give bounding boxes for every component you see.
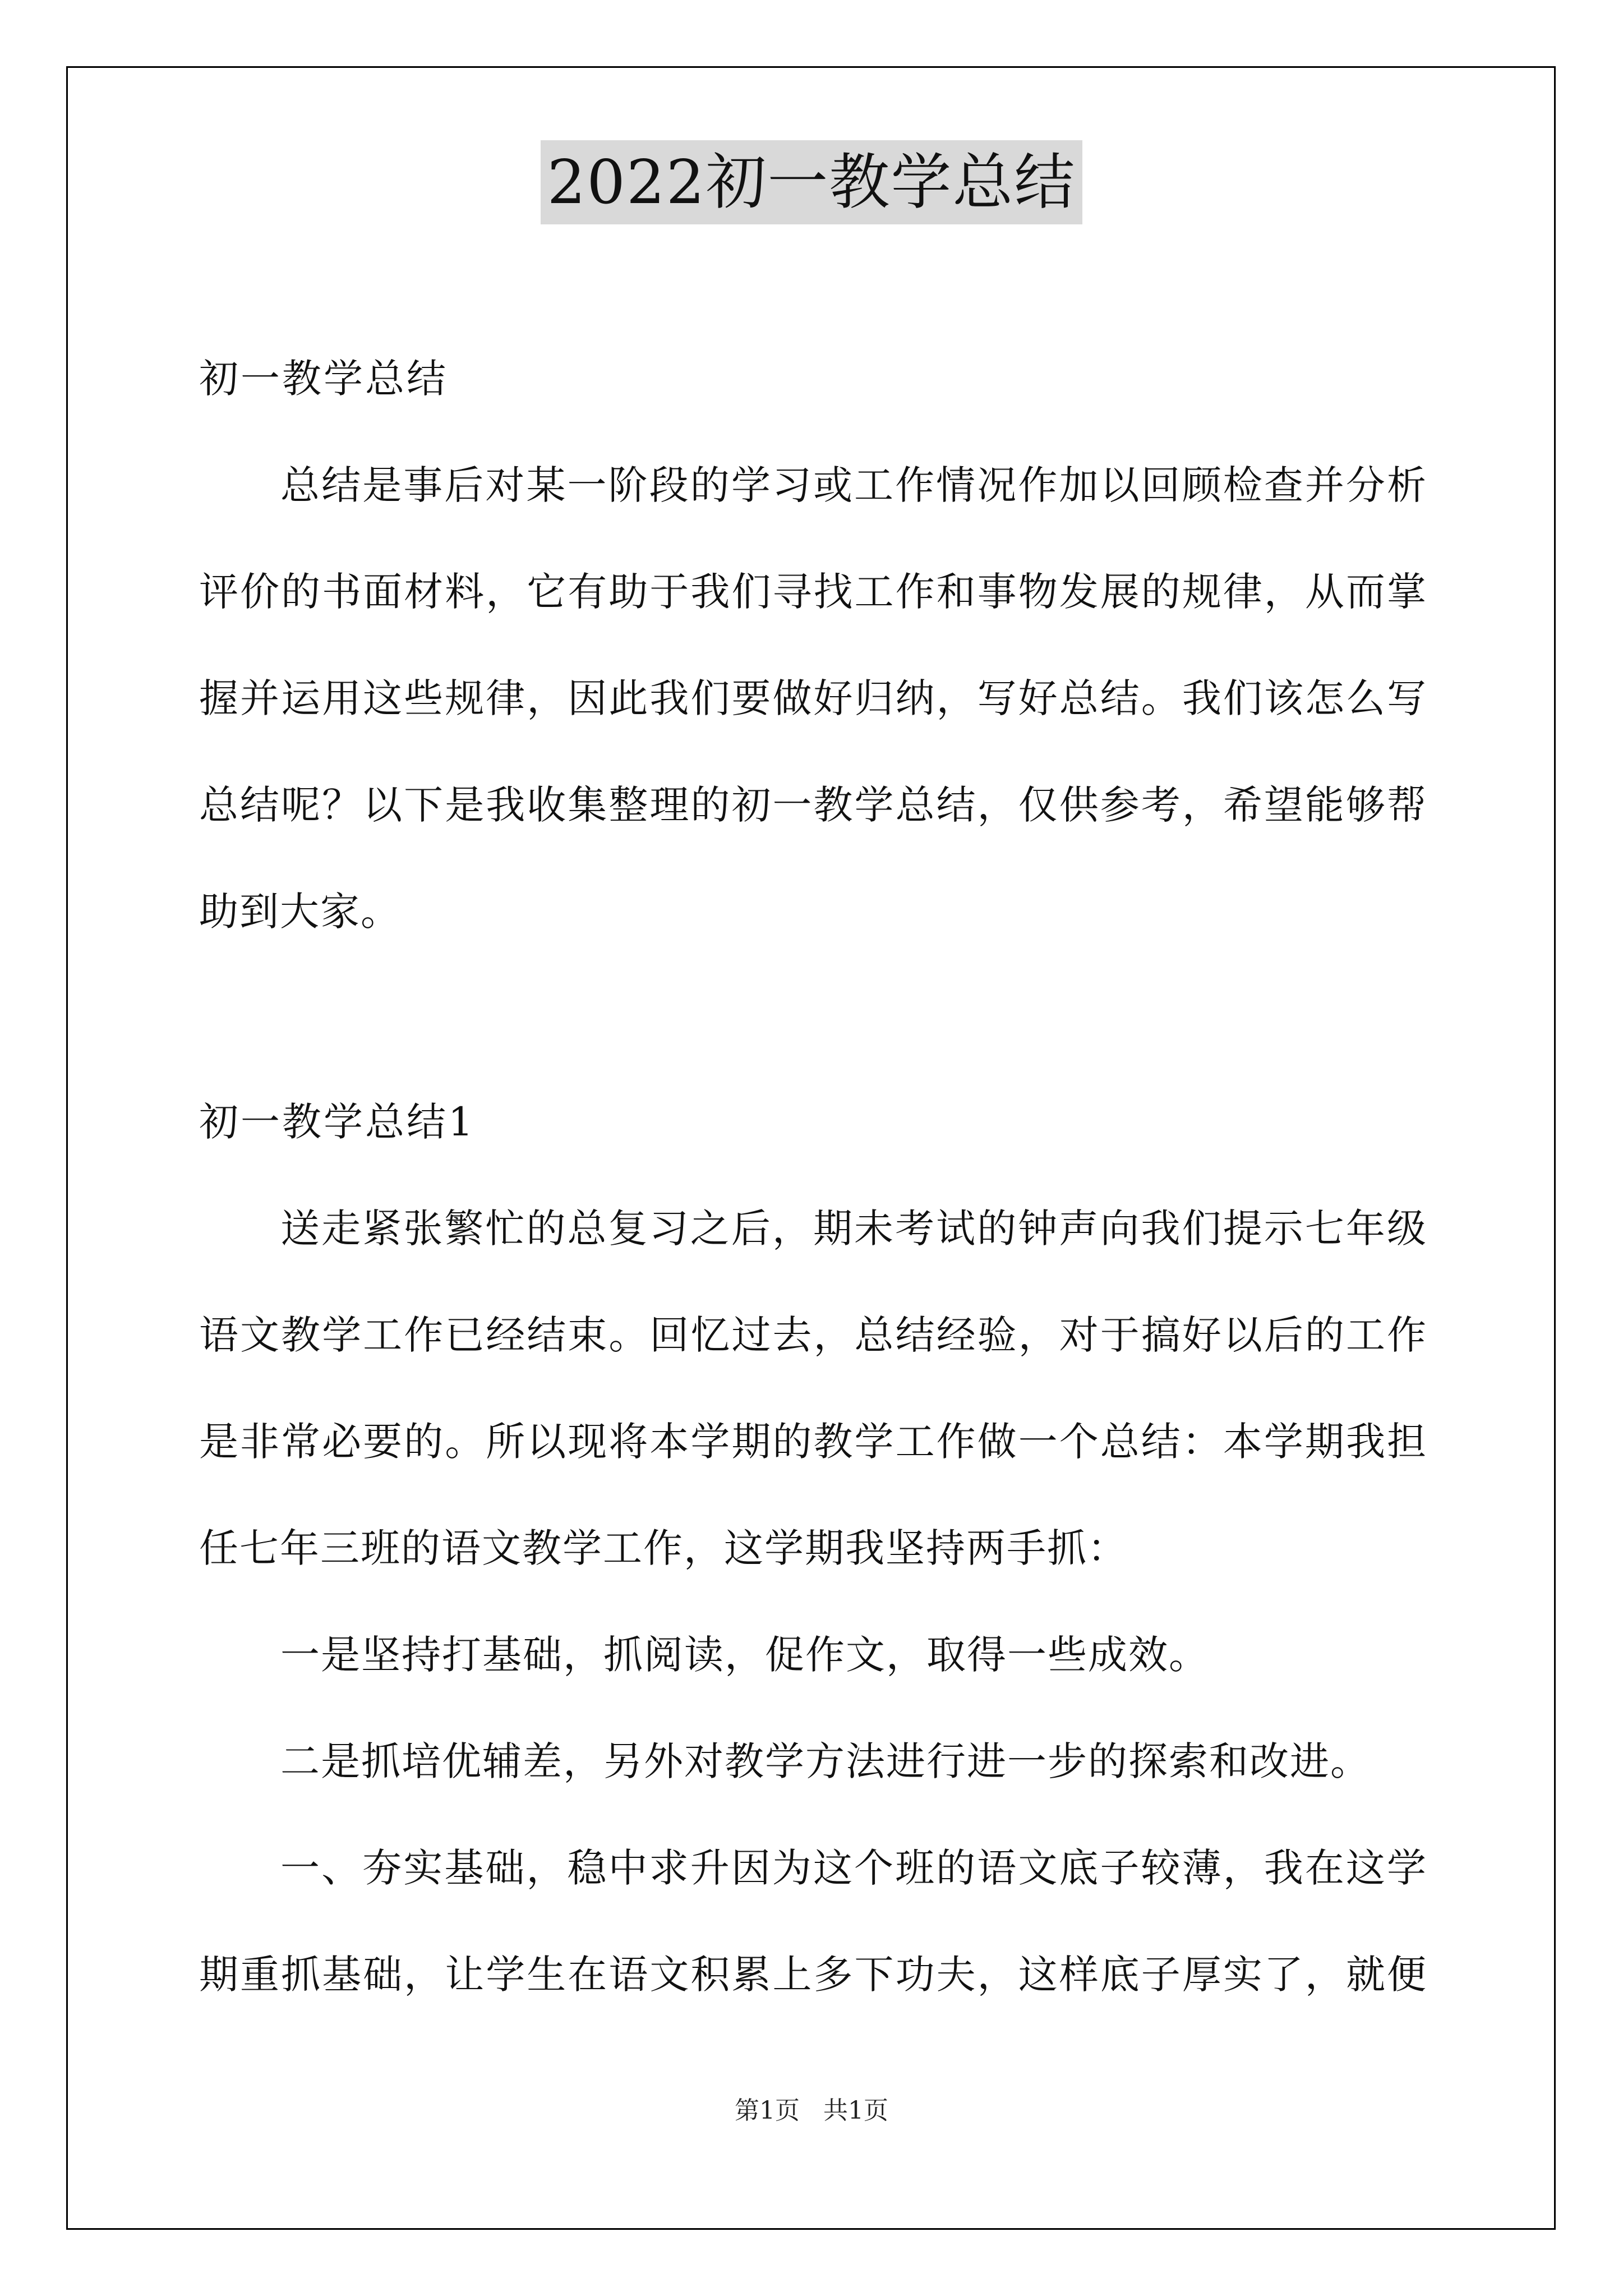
document-title: 2022初一教学总结 — [541, 140, 1083, 224]
paragraph-line: 送走紧张繁忙的总复习之后，期未考试的钟声向我们提示七年级 — [280, 1205, 1427, 1251]
paragraph-line: 总结是事后对某一阶段的学习或工作情况作加以回顾检查并分析 — [280, 462, 1427, 508]
main-heading: 初一教学总结 — [199, 356, 448, 402]
paragraph-line: 一、夯实基础，稳中求升因为这个班的语文底子较薄，我在这学 — [280, 1845, 1427, 1891]
paragraph-line: 助到大家。 — [199, 889, 401, 935]
section-heading: 初一教学总结1 — [199, 1099, 476, 1145]
paragraph-line: 二是抓培优辅差，另外对教学方法进行进一步的探索和改进。 — [280, 1738, 1371, 1784]
title-container — [0, 140, 1623, 224]
paragraph-line: 任七年三班的语文教学工作，这学期我坚持两手抓： — [199, 1525, 1128, 1571]
paragraph-line: 语文教学工作已经结束。回忆过去，总结经验，对于搞好以后的工作 — [199, 1312, 1427, 1358]
paragraph-line: 一是坚持打基础，抓阅读，促作文，取得一些成效。 — [280, 1632, 1209, 1678]
page-number-footer: 第1页 共1页 — [735, 2096, 888, 2125]
paragraph-line: 总结呢？以下是我收集整理的初一教学总结，仅供参考，希望能够帮 — [199, 782, 1427, 828]
paragraph-line: 期重抓基础，让学生在语文积累上多下功夫，这样底子厚实了，就便 — [199, 1952, 1427, 1998]
paragraph-line: 是非常必要的。所以现将本学期的教学工作做一个总结：本学期我担 — [199, 1419, 1427, 1465]
paragraph-line: 评价的书面材料，它有助于我们寻找工作和事物发展的规律，从而掌 — [199, 569, 1427, 615]
paragraph-line: 握并运用这些规律，因此我们要做好归纳，写好总结。我们该怎么写 — [199, 675, 1427, 721]
